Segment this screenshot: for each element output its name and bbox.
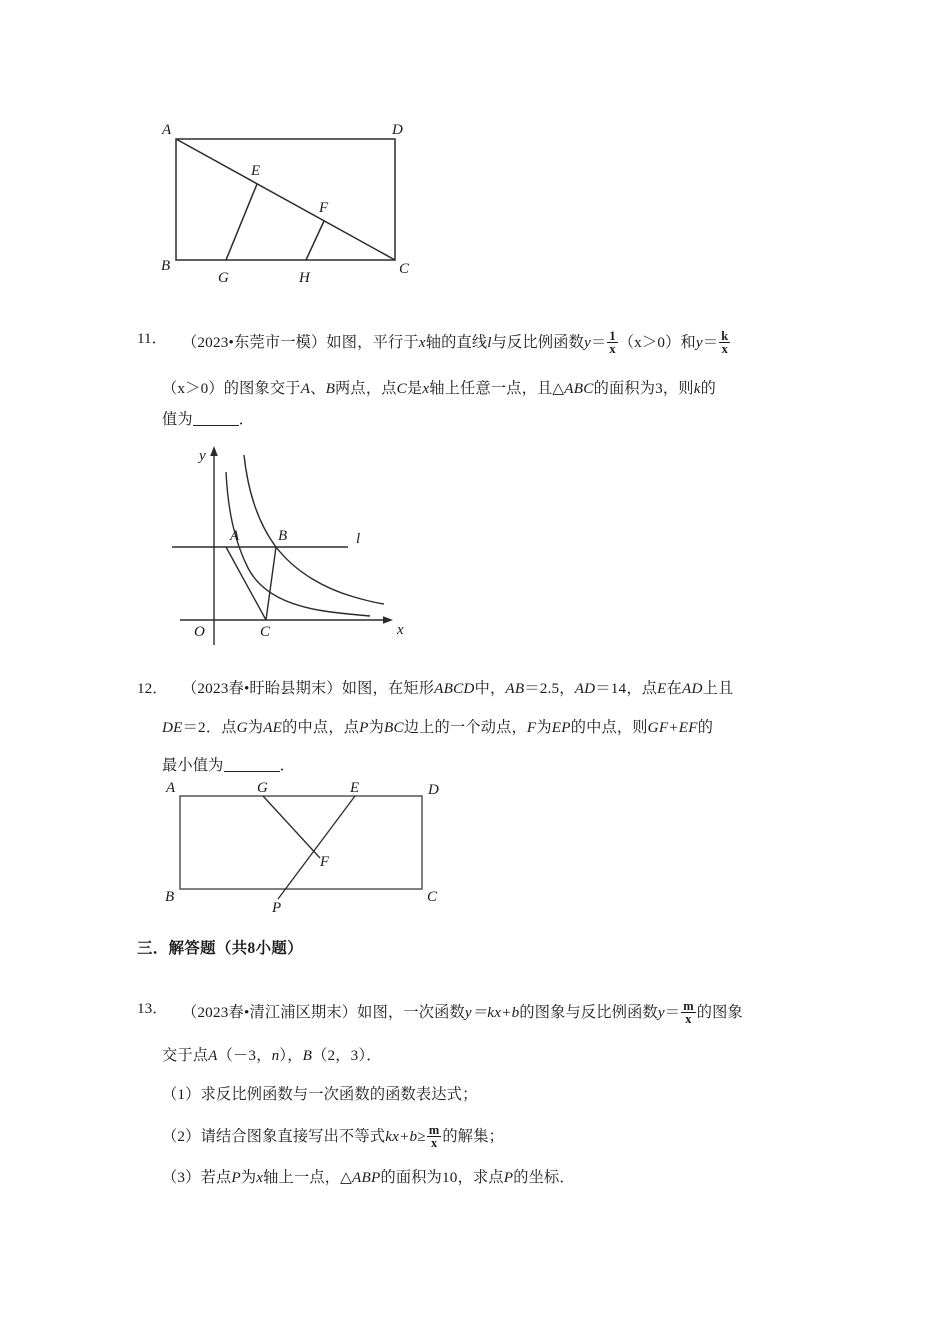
q11-l1-text-d: （x＞0）和 <box>618 334 696 352</box>
q11-l2-text-b: 、 <box>310 380 326 397</box>
label-C: C <box>427 889 438 905</box>
q11-l1-l: l <box>487 334 492 352</box>
fraction-m-over-x <box>681 1000 696 1026</box>
answer-blank-q11[interactable] <box>193 425 239 426</box>
q13-l1-eq: ＝ <box>664 1004 681 1022</box>
fraction-denominator: x <box>427 1136 442 1150</box>
q11-l2-text-d: 是 <box>406 380 423 397</box>
q12-l1-AB: AB <box>505 680 525 697</box>
question-13-number: 13． <box>137 1000 168 1017</box>
label-G: G <box>257 782 268 796</box>
label-H: H <box>299 270 310 286</box>
label-F: F <box>320 854 330 870</box>
q13-s3-text-a: （3）若点 <box>162 1169 232 1186</box>
q13-s2-kxb: kx+b <box>385 1128 418 1146</box>
q11-l1-eq2: ＝ <box>702 334 719 352</box>
q13-s3-x: x <box>256 1169 264 1186</box>
q11-l2-text-g: 的 <box>700 380 717 397</box>
figure-rectangle-abcd-diagonal <box>158 112 428 287</box>
label-P: P <box>272 900 282 916</box>
label-line-l: l <box>356 531 361 547</box>
q11-l2-k: k <box>693 380 701 397</box>
question-13-line-2 <box>162 1048 382 1063</box>
q13-l1-y2: y <box>657 1004 665 1022</box>
q12-l2-G: G <box>236 719 248 736</box>
fraction-denominator: x <box>681 1012 696 1026</box>
fraction-m-over-x <box>427 1124 442 1150</box>
q11-l2-ABC: ABC <box>564 380 594 397</box>
question-12-line-2 <box>162 720 713 735</box>
q13-s3-text-b: 为 <box>240 1169 257 1186</box>
label-D: D <box>392 122 403 138</box>
q13-s3-text-d: 的面积为10，求点 <box>380 1169 504 1186</box>
q12-l2-AE: AE <box>263 719 283 736</box>
q13-s3-text-e: 的坐标． <box>513 1169 575 1186</box>
q13-l2-A: A <box>208 1047 218 1064</box>
q12-l1-text-b: 中， <box>474 680 506 697</box>
q11-l2-C: C <box>396 380 407 397</box>
q12-l3-text-b: ． <box>279 757 295 774</box>
q13-l2-B: B <box>302 1047 313 1064</box>
q12-l1-E: E <box>657 680 667 697</box>
label-E: E <box>350 782 360 796</box>
q12-l2-DE: DE <box>162 719 183 736</box>
question-13-sub-3 <box>162 1170 575 1185</box>
fraction-k-over-x <box>719 330 730 356</box>
q11-l3-text-a: 值为 <box>162 411 193 428</box>
q11-l1-text-c: 与反比例函数 <box>491 334 584 352</box>
label-F: F <box>319 200 329 216</box>
q12-l2-EP: EP <box>551 719 571 736</box>
q11-l2-text-a: （x＞0）的图象交于 <box>162 380 301 397</box>
q12-l1-text-e: 在 <box>666 680 682 697</box>
q12-l2-text-d: 为 <box>368 719 384 736</box>
q12-l2-text-c: 的中点，点 <box>282 719 360 736</box>
q13-l2-text-d: （2，3）． <box>312 1047 382 1064</box>
label-origin: O <box>194 624 205 640</box>
q12-l1-ABCD: ABCD <box>434 680 475 697</box>
section-heading-3: 三．解答题（共8小题） <box>137 940 304 957</box>
label-G: G <box>218 270 229 286</box>
q12-l1-text-f: 上且 <box>702 680 734 697</box>
q12-l2-text-b: 为 <box>247 719 264 736</box>
q12-l2-BC: BC <box>383 719 404 736</box>
q13-l1-kxb: ＝kx+b <box>471 1004 520 1022</box>
q13-s3-P2: P <box>503 1169 514 1186</box>
q12-l2-text-g: 的中点，则 <box>570 719 648 736</box>
label-point-A: A <box>230 528 240 544</box>
question-13-line-1 <box>182 998 743 1027</box>
q13-l2-text-c: ）， <box>279 1047 303 1064</box>
q13-l1-text-c: 的图象 <box>696 1004 743 1022</box>
label-x-axis: x <box>397 622 404 638</box>
fraction-numerator: k <box>721 328 729 343</box>
label-C: C <box>399 261 410 277</box>
q12-l2-text-a: ＝2．点 <box>182 719 237 736</box>
q11-l1-eq1: ＝ <box>590 334 607 352</box>
question-12-line-1 <box>182 681 733 696</box>
q13-l1-text-b: 的图象与反比例函数 <box>519 1004 658 1022</box>
q13-s2-text-b: 的解集； <box>442 1128 504 1146</box>
question-13-sub-1: （1）求反比例函数与一次函数的函数表达式； <box>162 1086 478 1103</box>
label-A: A <box>166 782 176 796</box>
question-13-sub-2 <box>162 1122 504 1151</box>
q11-l2-text-e: 轴上任意一点，且△ <box>429 380 565 397</box>
figure-q12-rectangle-midpoints <box>160 782 460 922</box>
q13-s2-ge: ≥ <box>417 1128 426 1146</box>
question-11-line-2 <box>162 381 716 396</box>
q12-l1-text-d: ＝14，点 <box>595 680 658 697</box>
fraction-denominator: x <box>719 342 730 356</box>
q13-l1-text-a: （2023春•清江浦区期末）如图，一次函数 <box>182 1004 465 1022</box>
q11-l2-text-f: 的面积为3，则 <box>593 380 694 397</box>
label-B: B <box>161 258 171 274</box>
q11-l1-text-b: 轴的直线 <box>425 334 488 352</box>
fraction-denominator: x <box>609 342 616 357</box>
q13-s3-P: P <box>231 1169 241 1186</box>
fraction-numerator: 1 <box>609 328 616 343</box>
q12-l1-text-c: ＝2.5， <box>524 680 575 697</box>
q12-l3-text-a: 最小值为 <box>162 757 224 774</box>
q12-l2-text-e: 边上的一个动点， <box>403 719 527 736</box>
label-point-C: C <box>260 624 271 640</box>
label-E: E <box>251 163 261 179</box>
q13-l2-text-b: （－3， <box>217 1047 272 1064</box>
q13-l2-n: n <box>271 1047 280 1064</box>
q11-l2-text-c: 两点，点 <box>335 380 397 397</box>
q13-l1-y: y <box>464 1004 472 1022</box>
fraction-numerator: m <box>683 998 694 1013</box>
question-11-number: 11． <box>137 330 167 347</box>
fraction-numerator: m <box>428 1122 440 1137</box>
q12-l1-AD2: AD <box>681 680 703 697</box>
q12-l2-GFEF: GF+EF <box>647 719 698 736</box>
q13-l2-text-a: 交于点 <box>162 1047 209 1064</box>
question-11-line-1 <box>182 328 731 357</box>
label-y-axis: y <box>199 448 206 464</box>
label-A: A <box>162 122 172 138</box>
q11-l1-text-a: （2023•东莞市一模）如图，平行于 <box>182 334 419 352</box>
question-11-line-3 <box>162 412 254 427</box>
label-B: B <box>165 889 175 905</box>
question-12-number: 12． <box>137 680 168 697</box>
label-D: D <box>428 782 439 798</box>
q12-l1-AD: AD <box>574 680 596 697</box>
q13-s3-text-c: 轴上一点，△ <box>263 1169 352 1186</box>
q11-l2-x: x <box>422 380 430 397</box>
q11-l2-B: B <box>325 380 336 397</box>
q11-l1-y1: y <box>584 334 591 352</box>
label-point-B: B <box>278 528 288 544</box>
q11-l1-y2: y <box>695 334 703 352</box>
q12-l2-P: P <box>359 719 369 736</box>
figure-q11-hyperbola-graph <box>172 440 422 655</box>
q12-l2-text-h: 的 <box>697 719 714 736</box>
q12-l2-F: F <box>526 719 537 736</box>
q12-l2-text-f: 为 <box>536 719 552 736</box>
q13-s3-ABP: ABP <box>352 1169 381 1186</box>
q11-l1-x: x <box>418 334 426 352</box>
q11-l3-text-b: ． <box>238 411 255 428</box>
q11-l2-A: A <box>300 380 311 397</box>
answer-blank-q12[interactable] <box>224 771 280 772</box>
fraction-one-over-x <box>607 330 617 356</box>
q13-s2-text-a: （2）请结合图象直接写出不等式 <box>162 1128 386 1146</box>
q12-l1-text-a: （2023春•盱眙县期末）如图，在矩形 <box>182 680 435 697</box>
question-12-line-3 <box>162 758 295 773</box>
